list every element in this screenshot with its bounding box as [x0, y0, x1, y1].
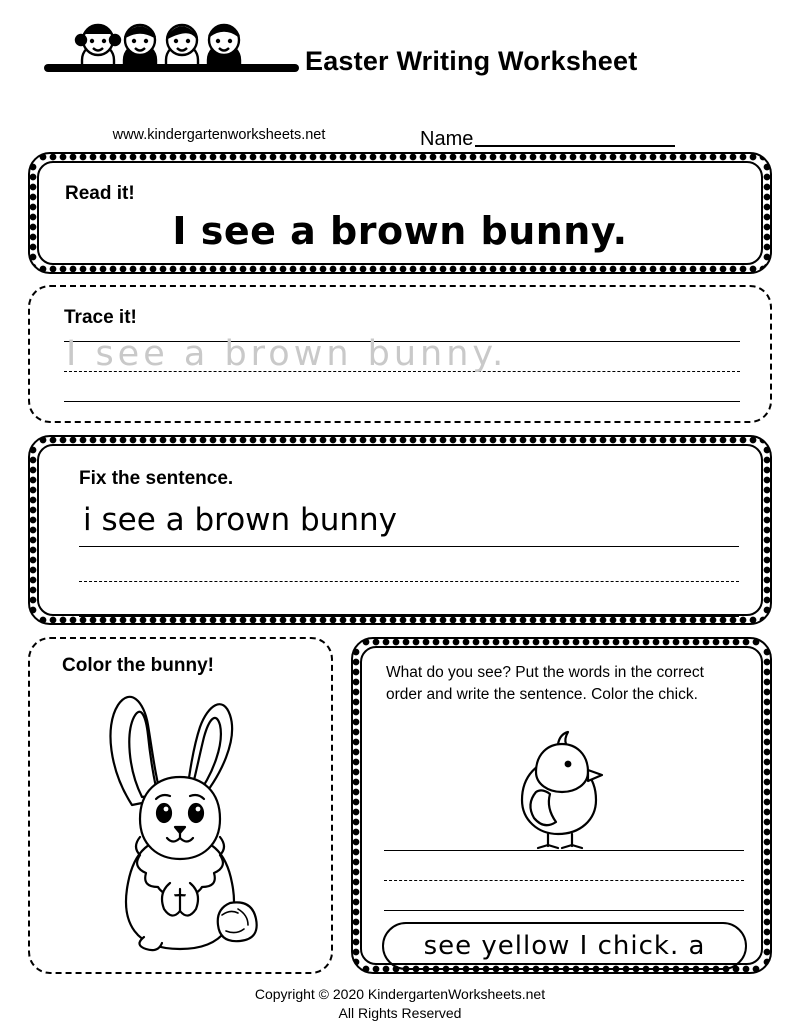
site-url: www.kindergartenworksheets.net [112, 127, 326, 143]
trace-line-bottom [64, 401, 740, 402]
color-bunny-section [28, 637, 333, 974]
trace-it-lines[interactable] [64, 334, 740, 403]
rights-text: All Rights Reserved [338, 1005, 462, 1021]
trace-it-section [28, 285, 772, 423]
chick-illustration [492, 726, 622, 856]
fix-sentence-label: Fix the sentence. [79, 468, 234, 489]
site-logo[interactable] [44, 14, 326, 143]
fix-sentence-inner-border [37, 444, 763, 616]
page-footer [0, 985, 800, 1023]
fix-sentence-section [28, 435, 772, 625]
trace-it-sentence: I see a brown bunny. [66, 334, 508, 374]
word-bank: see yellow I chick. a [382, 922, 747, 970]
fix-line-middle [79, 581, 739, 582]
logo-wordmark [44, 70, 299, 92]
page-title: Easter Writing Worksheet [305, 46, 638, 76]
logo-word-worksheets: Worksheets [161, 70, 266, 91]
logo-word-net: .net [265, 70, 297, 91]
word-order-line-middle [384, 880, 744, 881]
name-blank-line[interactable] [475, 132, 675, 147]
read-it-label: Read it! [65, 183, 135, 204]
word-order-line-bottom [384, 910, 744, 911]
copyright-text: Copyright © 2020 KindergartenWorksheets.net [254, 986, 546, 1002]
word-order-inner-border [360, 646, 763, 965]
bunny-illustration [70, 687, 290, 957]
logo-word-kindergarten: Kindergarten [46, 70, 162, 91]
read-it-section [28, 152, 772, 274]
fix-line-bottom [79, 616, 739, 617]
read-it-sentence: I see a brown bunny. [172, 209, 628, 253]
color-bunny-label: Color the bunny! [62, 655, 214, 676]
name-label: Name [420, 128, 474, 150]
word-order-instructions: What do you see? Put the words in the correct order and write the sentence. Color the chick. [386, 664, 704, 703]
name-field[interactable] [420, 128, 675, 151]
page-header [0, 10, 800, 150]
fix-sentence-prompt: i see a brown bunny [83, 502, 397, 538]
trace-it-label: Trace it! [64, 307, 137, 328]
fix-line-top [79, 546, 739, 547]
kids-icon [62, 14, 262, 70]
read-it-inner-border [37, 161, 763, 265]
word-order-line-top [384, 850, 744, 851]
word-order-section [351, 637, 772, 974]
